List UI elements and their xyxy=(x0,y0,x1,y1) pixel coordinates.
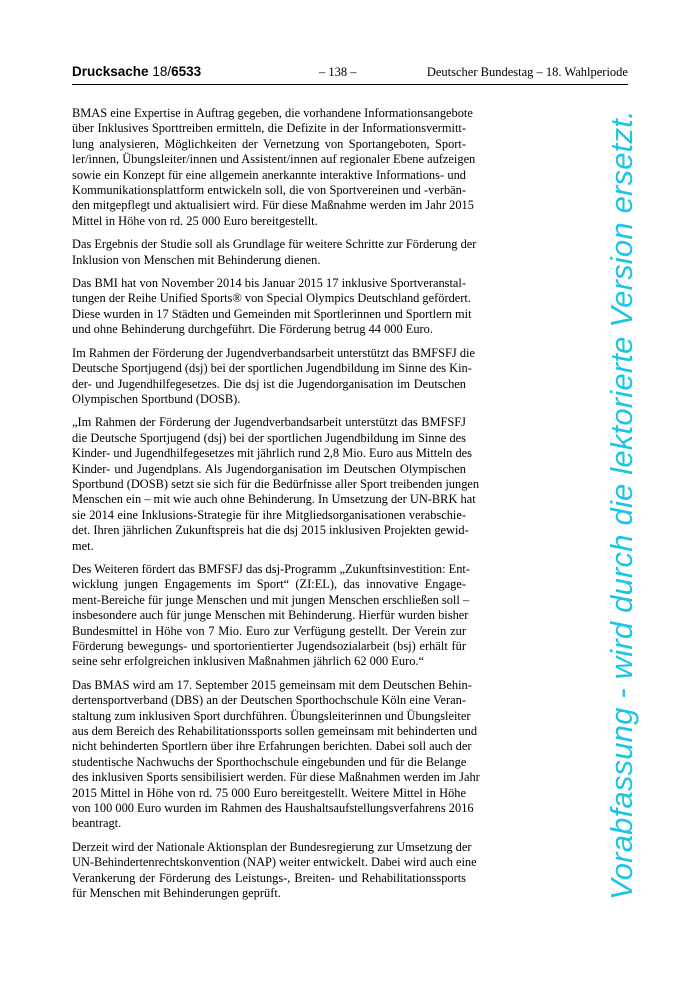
text-line: UN-Behindertenrechtskonvention (NAP) weiter entwickelt. Dabei wird auch eine xyxy=(72,855,477,870)
text-line: für Menschen mit Behinderungen geprüft. xyxy=(72,886,281,901)
text-line: Mittel in Höhe von rd. 25 000 Euro bereitgestellt. xyxy=(72,213,318,228)
text-line: Das BMI hat von November 2014 bis Januar 2015 17 inklusive Sportveranstal- xyxy=(72,276,466,291)
text-line: sowie ein Konzept für eine allgemein anerkannte interaktive Informations- und xyxy=(72,167,466,182)
paragraph xyxy=(72,561,470,670)
paragraph xyxy=(72,415,480,554)
publisher: Deutscher Bundestag – 18. Wahlperiode xyxy=(426,65,628,79)
text-line: Derzeit wird der Nationale Aktionsplan der Bundesregierung zur Umsetzung der xyxy=(72,839,472,854)
text-line: Inklusion von Menschen mit Behinderung dienen. xyxy=(72,252,321,267)
text-line: Olympischen Sportbund (DOSB). xyxy=(72,391,241,406)
document-number xyxy=(72,64,201,79)
text-line: Diese wurden in 17 Städten und Gemeinden mit Sportlerinnen und Sportlern mit xyxy=(72,306,472,321)
text-line: seine sehr erfolgreichen inklusiven Maßnahmen jährlich 62 000 Euro.“ xyxy=(72,654,424,669)
text-line: Das Ergebnis der Studie soll als Grundlage für weitere Schritte zur Förderung der xyxy=(72,237,477,252)
paragraph xyxy=(72,276,472,338)
text-line: Kinder- und Jugendplans. Als Jugendorganisation im Deutschen Olympischen xyxy=(72,461,466,476)
text-line: tungen der Reihe Unified Sports® von Special Olympics Deutschland gefördert. xyxy=(72,291,471,306)
text-line: Förderung bewegungs- und sportorientierter Jugendsozialarbeit (bsj) erhält für xyxy=(72,639,466,653)
paragraph xyxy=(72,237,477,268)
text-line: Kommunikationsplattform entwickeln soll, die von Sportvereinen und -verbän- xyxy=(72,183,466,198)
page-number: – 138 – xyxy=(319,65,357,79)
text-line: ment-Bereiche für junge Menschen und mit jungen Menschen erschließen soll – xyxy=(72,592,470,607)
text-line: aus dem Bereich des Rehabilitationssports sollen gemeinsam mit behinderten und xyxy=(72,724,478,739)
text-line: Menschen ein – mit wie auch ohne Behinderung. In Umsetzung der UN-BRK hat xyxy=(72,492,476,507)
text-line: „Im Rahmen der Förderung der Jugendverbandsarbeit unterstützt das BMFSFJ xyxy=(72,415,466,430)
text-line: det. Ihren jährlichen Zukunftspreis hat die dsj 2015 inklusiven Projekten gewid- xyxy=(72,523,469,538)
text-line: insbesondere auch für junge Menschen mit Behinderung. Hierfür wurden bisher xyxy=(72,608,469,623)
text-line: Kinder- und Jugendhilfegesetzes mit jährlich rund 2,8 Mio. Euro aus Mitteln des xyxy=(72,446,472,461)
text-line: Deutsche Sportjugend (dsj) bei der sportlichen Jugendbildung im Sinne des Kin- xyxy=(72,361,472,376)
text-line: Des Weiteren fördert das BMFSFJ das dsj-Programm „Zukunftsinvestition: Ent- xyxy=(72,561,470,576)
text-line: BMAS eine Expertise in Auftrag gegeben, die vorhandene Informationsangebote xyxy=(72,106,473,120)
document-label: Drucksache xyxy=(72,64,149,79)
text-line: lung analysieren, Möglichkeiten der Vernetzung von Sportangeboten, Sport- xyxy=(72,136,466,151)
text-line: sie 2014 eine Inklusions-Strategie für ihre Mitgliedsorganisationen verabschie- xyxy=(72,507,466,522)
text-line: ler/innen, Übungsleiter/innen und Assistent/innen auf regionaler Ebene aufzeigen xyxy=(72,152,476,167)
text-line: nicht behinderten Sportlern über ihre Erfahrungen berichten. Dabei soll auch der xyxy=(72,739,472,754)
draft-watermark: Vorabfassung - wird durch die lektorierte Version ersetzt. xyxy=(604,110,639,900)
paragraph xyxy=(72,106,476,229)
text-line: den mitgepflegt und aktualisiert wird. Für diese Maßnahme werden im Jahr 2015 xyxy=(72,198,474,213)
text-line: von 100 000 Euro wurden im Rahmen des Haushaltsaufstellungsverfahrens 2016 xyxy=(72,801,474,816)
paragraph xyxy=(72,677,480,832)
text-line: staltung zum inklusiven Sport durchführen. Übungsleiterinnen und Übungsleiter xyxy=(72,708,471,723)
text-line: beantragt. xyxy=(72,816,122,831)
text-line: über Inklusives Sporttreiben ermitteln, die Defizite in der Informationsvermitt- xyxy=(72,121,466,136)
text-line: der- und Jugendhilfegesetzes. Die dsj ist die Jugendorganisation im Deutschen xyxy=(72,376,466,391)
text-line: Verankerung der Förderung des Leistungs-, Breiten- und Rehabilitationssports xyxy=(72,870,466,885)
text-line: Sportbund (DOSB) setzt sie sich für die Bedürfnisse aller Sport treibenden jungen xyxy=(72,476,480,491)
text-line: und ohne Behinderung durchgeführt. Die Förderung betrug 44 000 Euro. xyxy=(72,322,433,337)
paragraph xyxy=(72,345,475,408)
text-line: Im Rahmen der Förderung der Jugendverbandsarbeit unterstützt das BMFSFJ die xyxy=(72,345,475,360)
text-line: 2015 Mittel in Höhe von rd. 75 000 Euro bereitgestellt. Weitere Mittel in Höhe xyxy=(72,785,466,800)
text-line: Das BMAS wird am 17. September 2015 gemeinsam mit dem Deutschen Behin- xyxy=(72,677,472,692)
text-line: Bundesmittel in Höhe von 7 Mio. Euro zur Verfügung gestellt. Der Verein zur xyxy=(72,623,466,638)
text-line: die Deutsche Sportjugend (dsj) bei der sportlichen Jugendbildung im Sinne des xyxy=(72,430,466,445)
running-header xyxy=(72,64,628,85)
paragraph xyxy=(72,839,477,902)
document-number-prefix: 18/ xyxy=(152,64,172,79)
text-line: studentische Nachwuchs der Sporthochschule eingebunden und für die Belange xyxy=(72,754,467,769)
body-text xyxy=(72,106,480,910)
text-line: dertensportverband (DBS) an der Deutschen Sporthochschule Köln eine Veran- xyxy=(72,693,466,708)
document-number-value: 6533 xyxy=(171,64,202,79)
text-line: wicklung jungen Engagements im Sport“ (ZI:EL), das innovative Engage- xyxy=(72,577,466,592)
text-line: met. xyxy=(72,538,94,553)
text-line: des inklusiven Sports sensibilisiert werden. Für diese Maßnahmen werden im Jahr xyxy=(72,770,480,785)
